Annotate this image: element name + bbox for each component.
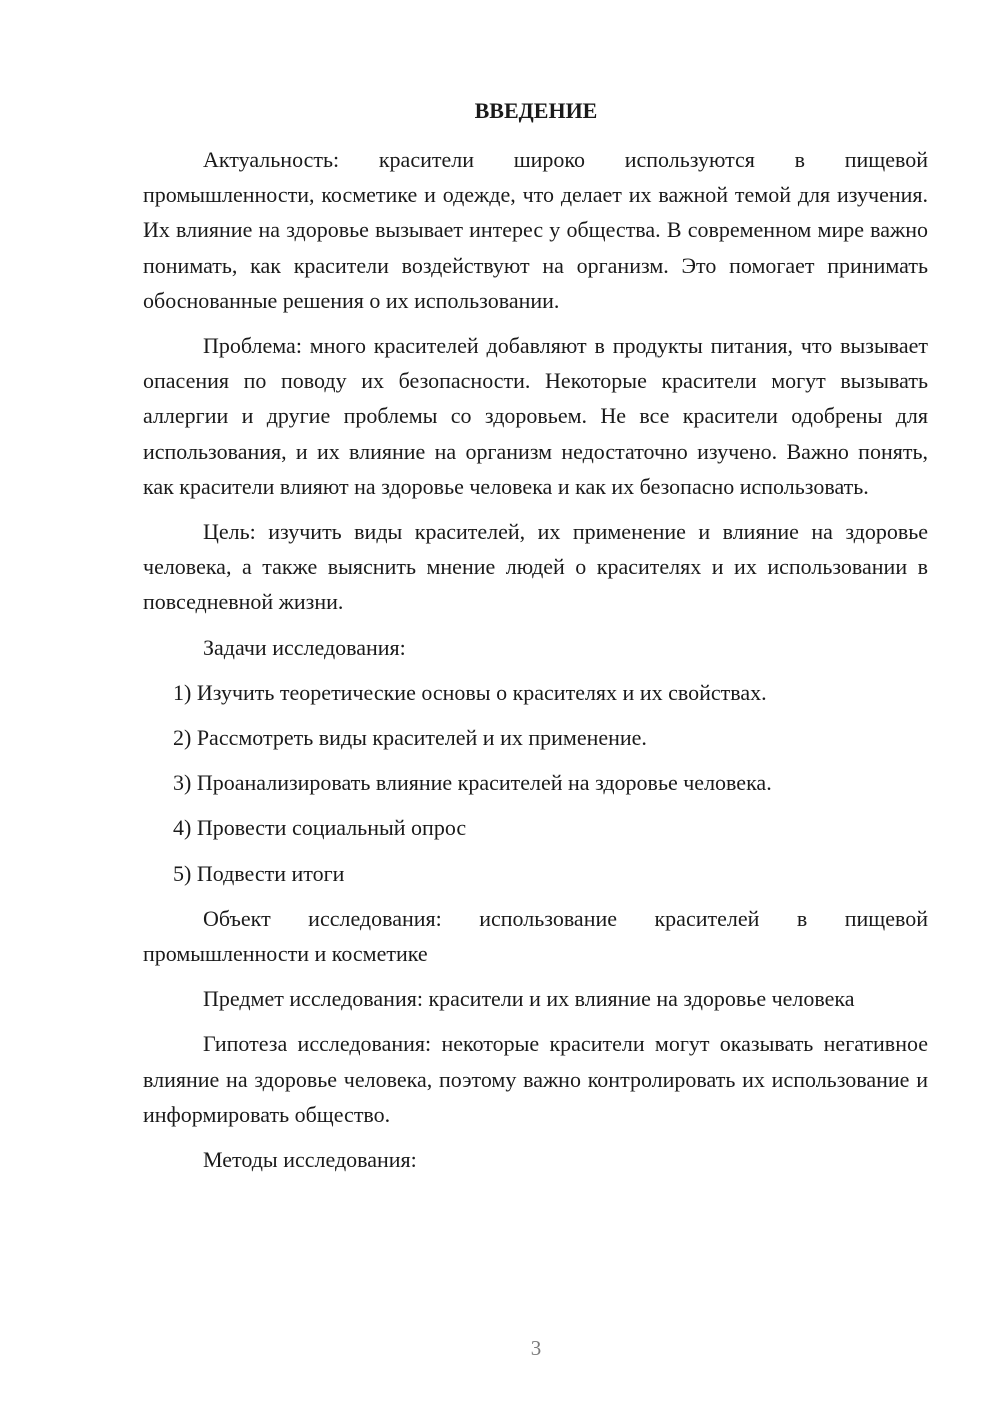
paragraph-hypothesis: Гипотеза исследования: некоторые красители могут оказывать негативное влияние на здоровье человека, поэтому важно контролировать их использование и информировать общество. (143, 1031, 928, 1127)
tasks-heading: Задачи исследования: (203, 634, 406, 660)
page-number: 3 (530, 1336, 542, 1360)
paragraph-goal: Цель: изучить виды красителей, их применение и влияние на здоровье человека, а также выяснить мнение людей о красителях и их использовании в повседневной жизни. (143, 519, 928, 615)
document-body (143, 142, 928, 1187)
page-title: ВВЕДЕНИЕ (474, 98, 598, 123)
paragraph-problem: Проблема: много красителей добавляют в продукты питания, что вызывает опасения по поводу их безопасности. Некоторые красители могут вызывать аллергии и другие проблемы со здоровьем. Не все красители одобрены для использования, и их влияние на организм недостаточно изучено. Важно понять, как красители влияют на здоровье человека и как их безопасно использовать. (143, 333, 928, 499)
task-item: 3) Проанализировать влияние красителей на здоровье человека. (173, 770, 772, 796)
task-item: 1) Изучить теоретические основы о красителях и их свойствах. (173, 679, 767, 705)
paragraph-subject: Предмет исследования: красители и их влияние на здоровье человека (203, 986, 855, 1012)
paragraph-relevance: Актуальность: красители широко используются в пищевой промышленности, косметике и одежде, что делает их важной темой для изучения. Их влияние на здоровье вызывает интерес у общества. В современном мире важно понимать, как красители воздействуют на организм. Это помогает принимать обоснованные решения о их использовании. (143, 147, 928, 313)
paragraph-object: Объект исследования: использование красителей в пищевой промышленности и косметике (143, 905, 928, 967)
task-item: 4) Провести социальный опрос (173, 815, 467, 841)
methods-heading: Методы исследования: (203, 1147, 417, 1173)
task-item: 2) Рассмотреть виды красителей и их применение. (173, 725, 647, 751)
task-item: 5) Подвести итоги (173, 860, 345, 886)
